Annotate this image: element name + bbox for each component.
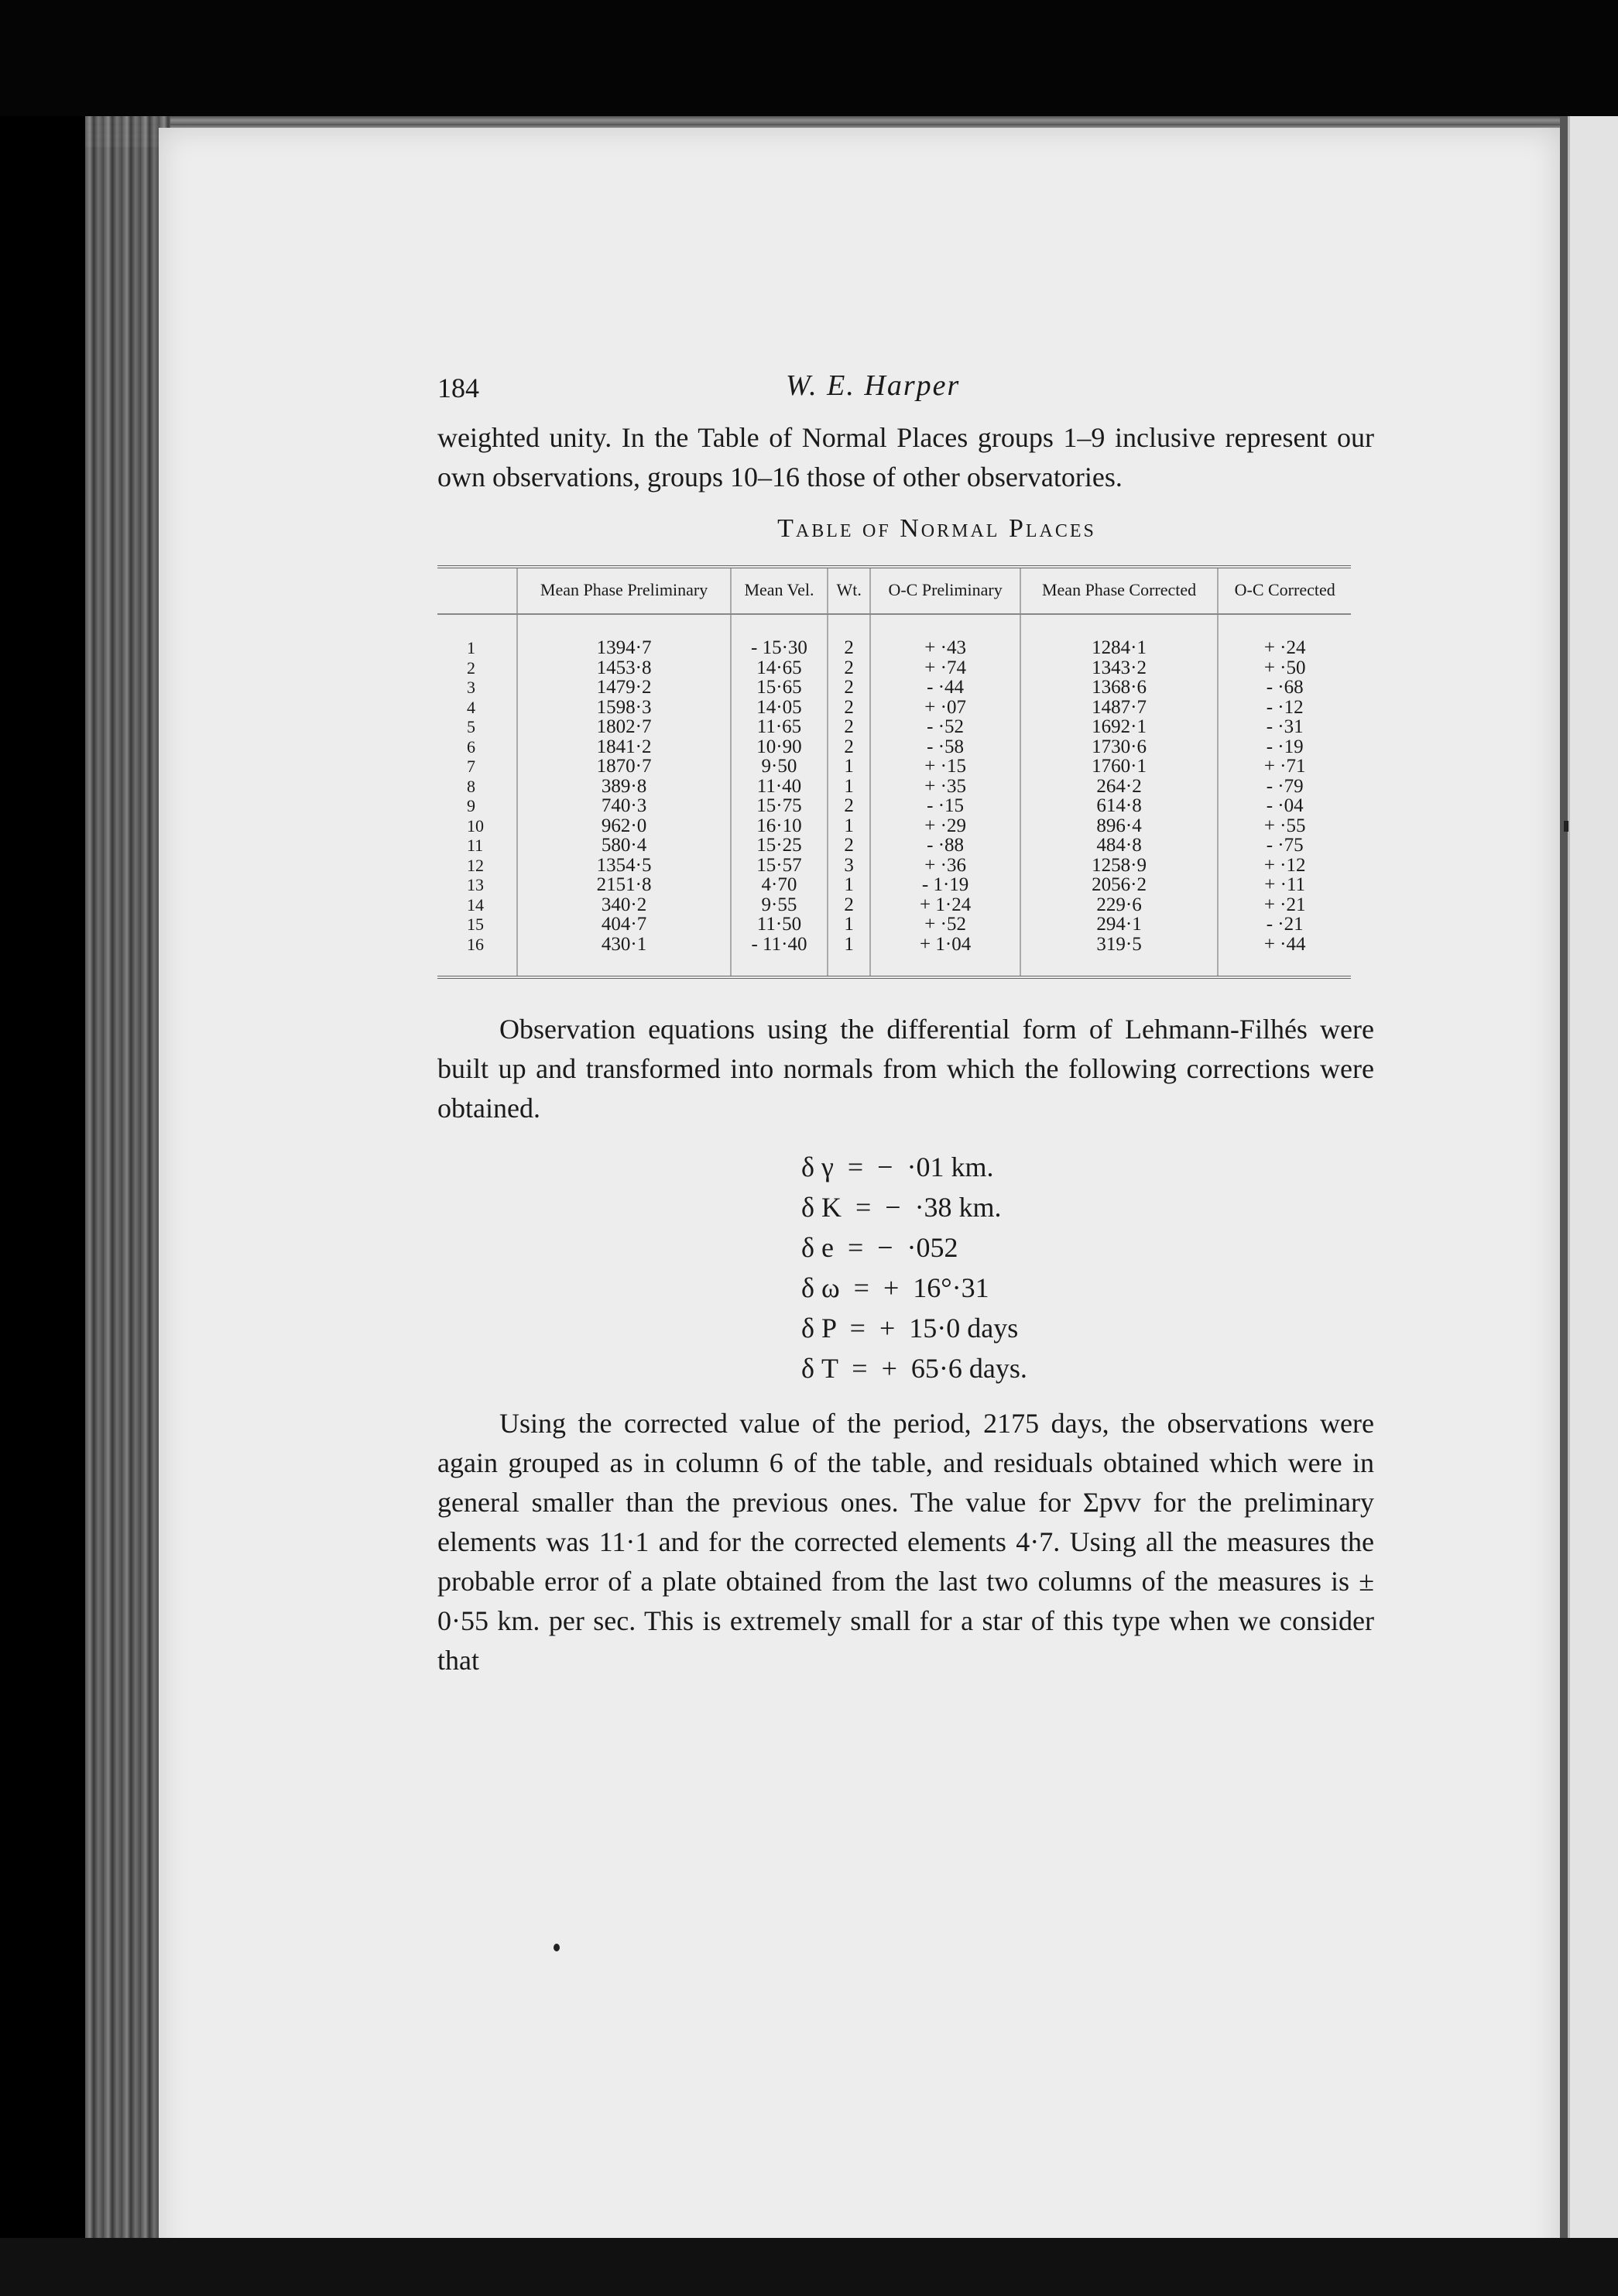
table-cell: 8	[467, 776, 475, 796]
table-cell: 2	[828, 614, 871, 658]
table-cell: - 1·19	[870, 875, 1020, 895]
normal-places-table	[437, 565, 1351, 979]
correction-gamma: δ γ = − ·01 km.	[801, 1151, 994, 1182]
paragraph-intro: weighted unity. In the Table of Normal Places groups 1–9 inclusive represent our own observations, groups 10–16 those of other observatories.	[437, 422, 1374, 492]
table-cell: 14·65	[731, 658, 828, 678]
table-cell: 6	[467, 736, 475, 757]
running-title: W. E. Harper	[786, 369, 961, 402]
table-cell: - ·44	[870, 678, 1020, 698]
table-cell: 1802·7	[517, 717, 731, 737]
column-header-1: Mean Phase Preliminary	[517, 567, 731, 614]
table-cell: 1	[828, 757, 871, 777]
table-cell: 14·05	[731, 698, 828, 718]
table-cell: - ·79	[1218, 777, 1351, 797]
table-cell: 2056·2	[1020, 875, 1219, 895]
table-cell: 2	[828, 836, 871, 856]
table-cell: 740·3	[517, 796, 731, 816]
table-cell: 3	[828, 856, 871, 876]
paragraph-observation: Observation equations using the differential form of Lehmann-Filhés were built up and transformed into normals from which the following corrections were obtained.	[437, 1014, 1374, 1124]
table-cell: + ·24	[1218, 614, 1351, 658]
table-row	[437, 875, 1351, 895]
table-cell: 1760·1	[1020, 757, 1219, 777]
table-cell: - ·75	[1218, 836, 1351, 856]
table-cell: 430·1	[517, 935, 731, 978]
table-cell: 15	[467, 915, 484, 934]
table-cell: 16	[467, 934, 484, 954]
table-cell: 1368·6	[1020, 678, 1219, 698]
table-cell: + 1·04	[870, 935, 1020, 978]
table-cell: - ·04	[1218, 796, 1351, 816]
page-content	[437, 364, 1374, 1680]
table-cell: + ·29	[870, 816, 1020, 836]
table-cell: 1730·6	[1020, 737, 1219, 757]
table-row	[437, 614, 1351, 658]
column-header-6: O-C Corrected	[1218, 567, 1351, 614]
column-header-3: Wt.	[828, 567, 871, 614]
correction-omega: δ ω = + 16°·31	[801, 1272, 989, 1303]
table-cell: - ·31	[1218, 717, 1351, 737]
scan-binding-edge	[85, 116, 170, 2238]
table-cell: + ·74	[870, 658, 1020, 678]
table-cell: 15·25	[731, 836, 828, 856]
table-cell: 2	[828, 658, 871, 678]
table-cell: 2	[467, 657, 475, 678]
table-cell: + ·55	[1218, 816, 1351, 836]
correction-e: δ e = − ·052	[801, 1232, 958, 1263]
table-cell: 13	[467, 875, 484, 894]
table-row	[437, 816, 1351, 836]
paragraph-period: Using the corrected value of the period, 2175 days, the observations were again grouped as in column 6 of the table, and residuals obtained which were in general smaller than the previous ones. The value for Σpvv for the preliminary elements was 11·1 and for the corrected elements 4·7. Using all the measures the probable error of a plate obtained from the last two columns of the measures is ± 0·55 km. per sec. This is extremely small for a star of this type when we consider that	[437, 1408, 1374, 1676]
table-cell: 9·50	[731, 757, 828, 777]
table-cell: 2	[828, 717, 871, 737]
table-cell: + ·52	[870, 915, 1020, 935]
column-header-2: Mean Vel.	[731, 567, 828, 614]
column-header-0	[437, 567, 517, 614]
table-cell: 1	[828, 816, 871, 836]
table-cell: 264·2	[1020, 777, 1219, 797]
table-cell: + ·44	[1218, 935, 1351, 978]
table-cell: 962·0	[517, 816, 731, 836]
table-cell: 2	[828, 698, 871, 718]
scan-bottom-border	[0, 2238, 1618, 2296]
table-cell: 2151·8	[517, 875, 731, 895]
table-cell: 11·50	[731, 915, 828, 935]
correction-p: δ P = + 15·0 days	[801, 1313, 1019, 1344]
page-header	[437, 364, 1374, 418]
table-row	[437, 796, 1351, 816]
table-cell: 11	[467, 836, 484, 855]
table-cell: 10	[467, 815, 484, 836]
table-cell: 1394·7	[517, 614, 731, 658]
table-cell: 9	[467, 796, 475, 815]
table-cell: 9·55	[731, 895, 828, 915]
page-mark	[1564, 821, 1568, 832]
table-cell: 2	[828, 895, 871, 915]
table-cell: 1	[828, 875, 871, 895]
table-cell: 12	[467, 855, 484, 875]
table-cell: 1	[828, 935, 871, 978]
table-cell: 1343·2	[1020, 658, 1219, 678]
table-cell: 1692·1	[1020, 717, 1219, 737]
table-cell: 1	[828, 777, 871, 797]
table-cell: 294·1	[1020, 915, 1219, 935]
column-header-5: Mean Phase Corrected	[1020, 567, 1219, 614]
column-header-4: O-C Preliminary	[870, 567, 1020, 614]
table-cell: 2	[828, 796, 871, 816]
facing-page-edge	[1568, 116, 1618, 2284]
table-row	[437, 717, 1351, 737]
table-cell: + ·11	[1218, 875, 1351, 895]
table-cell: + ·12	[1218, 856, 1351, 876]
table-cell: - 11·40	[731, 935, 828, 978]
table-cell: - ·15	[870, 796, 1020, 816]
table-cell: 1598·3	[517, 698, 731, 718]
table-caption: Table of Normal Places	[777, 514, 1096, 543]
table-cell: 580·4	[517, 836, 731, 856]
table-cell: 2	[828, 737, 871, 757]
table-cell: 7	[467, 757, 475, 776]
correction-t: δ T = + 65·6 days.	[801, 1353, 1027, 1384]
table-cell: 340·2	[517, 895, 731, 915]
table-cell: + 1·24	[870, 895, 1020, 915]
table-cell: + ·07	[870, 698, 1020, 718]
table-cell: 15·57	[731, 856, 828, 876]
table-cell: 15·65	[731, 678, 828, 698]
table-cell: + ·71	[1218, 757, 1351, 777]
corrections-block	[801, 1147, 1374, 1388]
table-cell: - ·21	[1218, 915, 1351, 935]
table-cell: 1479·2	[517, 678, 731, 698]
table-row	[437, 915, 1351, 935]
table-cell: 5	[467, 717, 475, 736]
table-cell: 229·6	[1020, 895, 1219, 915]
table-cell: 614·8	[1020, 796, 1219, 816]
table-header-row	[437, 567, 1351, 614]
table-body	[437, 614, 1351, 977]
table-cell: - ·68	[1218, 678, 1351, 698]
table-cell: + ·21	[1218, 895, 1351, 915]
correction-k: δ K = − ·38 km.	[801, 1192, 1002, 1223]
table-row	[437, 678, 1351, 698]
table-cell: 1	[828, 915, 871, 935]
table-cell: 389·8	[517, 777, 731, 797]
table-cell: 1354·5	[517, 856, 731, 876]
table-cell: - ·58	[870, 737, 1020, 757]
table-cell: 3	[467, 678, 475, 697]
table-cell: 319·5	[1020, 935, 1219, 978]
table-cell: 16·10	[731, 816, 828, 836]
table-cell: 1453·8	[517, 658, 731, 678]
table-cell: 11·65	[731, 717, 828, 737]
table-row	[437, 698, 1351, 718]
table-row	[437, 836, 1351, 856]
table-cell: 11·40	[731, 777, 828, 797]
table-cell: + ·35	[870, 777, 1020, 797]
table-cell: 1487·7	[1020, 698, 1219, 718]
table-cell: - ·12	[1218, 698, 1351, 718]
table-cell: 10·90	[731, 737, 828, 757]
table-cell: 1284·1	[1020, 614, 1219, 658]
table-cell: - 15·30	[731, 614, 828, 658]
table-row	[437, 895, 1351, 915]
scan-top-border	[0, 0, 1618, 116]
table-row	[437, 777, 1351, 797]
table-cell: 1841·2	[517, 737, 731, 757]
table-cell: 896·4	[1020, 816, 1219, 836]
table-row	[437, 757, 1351, 777]
table-row	[437, 856, 1351, 876]
table-row	[437, 658, 1351, 678]
table-cell: + ·15	[870, 757, 1020, 777]
table-cell: 14	[467, 894, 484, 915]
table-cell: 404·7	[517, 915, 731, 935]
table-cell: - ·19	[1218, 737, 1351, 757]
table-cell: + ·36	[870, 856, 1020, 876]
table-cell: 2	[828, 678, 871, 698]
table-cell: 15·75	[731, 796, 828, 816]
ink-dot	[554, 1944, 560, 1951]
table-cell: 4	[467, 697, 475, 717]
page-number: 184	[437, 372, 479, 403]
table-cell: 1	[467, 638, 475, 657]
table-cell: 4·70	[731, 875, 828, 895]
table-cell: 1258·9	[1020, 856, 1219, 876]
table-cell: + ·50	[1218, 658, 1351, 678]
table-cell: 1870·7	[517, 757, 731, 777]
table-cell: - ·52	[870, 717, 1020, 737]
table-row	[437, 935, 1351, 978]
table-cell: - ·88	[870, 836, 1020, 856]
table-cell: 484·8	[1020, 836, 1219, 856]
table-cell: + ·43	[870, 614, 1020, 658]
table-row	[437, 737, 1351, 757]
